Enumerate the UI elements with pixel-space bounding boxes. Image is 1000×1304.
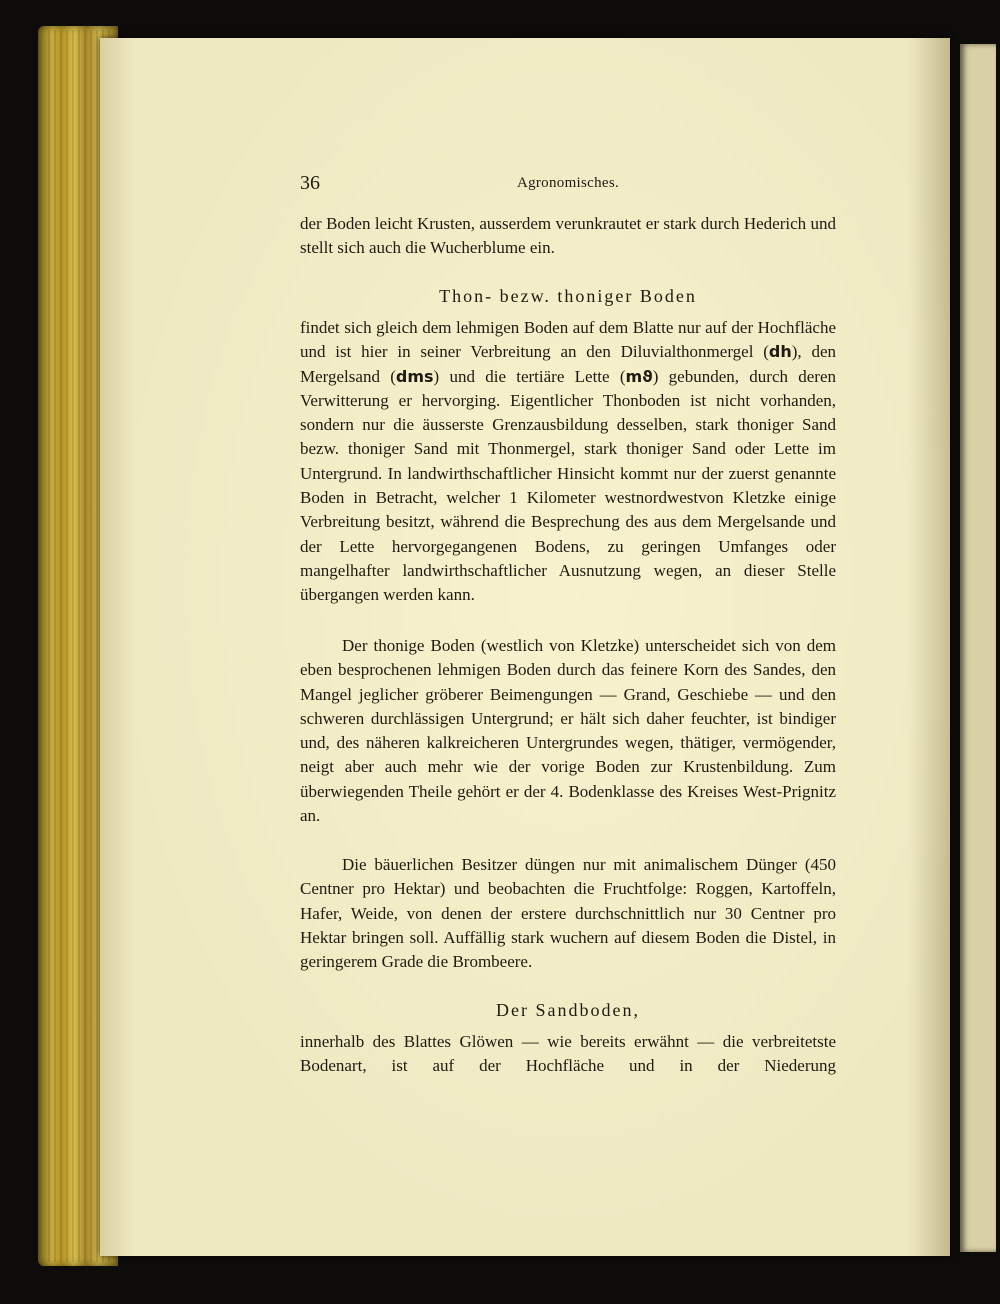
section-heading-sandy-soil: Der Sandboden, [496,1000,640,1020]
page-header [300,172,836,202]
section-heading-clay-soil: Thon- bezw. thoniger Boden [439,286,697,306]
map-symbol-dh: dh [768,342,792,362]
map-symbol-mth: mϑ [625,366,653,386]
paragraph-clay-soil-distribution [300,316,836,608]
paragraph-text: ) gebunden, durch deren Verwitterung er hervorging. Eigentlicher Thonboden ist nicht vorhanden, sondern nur die äusserste Grenzausbildung desselben, stark thoniger Sand bezw. thoniger Sand mit Thonmergel, stark thoniger Sand oder Lette im Untergrund. In landwirthschaftlicher Hinsicht kommt nur der zuerst genannte Boden in Betracht, welcher 1 Kilometer westnordwestvon Kletzke einige Verbreitung besitzt, während die Besprechung des aus dem Mergelsande und der Lette hervorgegangenen Bodens, zu geringen Umfanges oder mangelhafter landwirthschaftlicher Ausnutzung wegen, an dieser Stelle übergangen werden kann. [300,366,837,605]
paragraph-text: findet sich gleich dem lehmigen Boden auf dem Blatte nur auf der Hochfläche und ist hier in seiner Verbreitung an den Diluvialthonmergel ( [300,318,836,362]
map-symbol-dms: dms [395,366,434,386]
paragraph-text: ) und die tertiäre Lette ( [433,366,626,386]
facing-page-edge [960,44,996,1252]
paragraph-clay-soil-properties: Der thonige Boden (westlich von Kletzke) unterscheidet sich von dem eben besprochenen lehmigen Boden durch das feinere Korn des Sandes, den Mangel jeglicher gröberer Beimengungen — Grand, Geschiebe — und den schweren durchlässigen Untergrund; er hält sich daher feuchter, ist bindiger und, des näheren kalkreicheren Untergrundes wegen, thätiger, vermögender, neigt aber auch mehr wie der vorige Boden zur Krustenbildung. Zum überwiegenden Theile gehört er der 4. Bodenklasse des Kreises West-Prignitz an. [300,636,836,826]
page-number: 36 [300,172,320,194]
running-title: Agronomisches. [516,175,620,191]
intro-paragraph: der Boden leicht Krusten, ausserdem verunkrautet er stark durch Hederich und stellt sich auch die Wucherblume ein. [300,214,836,258]
paragraph-sandy-soil: innerhalb des Blattes Glöwen — wie bereits erwähnt — die verbreitetste Bodenart, ist auf der Hochfläche und in der Niederung [300,1032,836,1076]
paragraph-text: ), den Mergelsand ( [300,342,836,386]
paragraph-fertilization: Die bäuerlichen Besitzer düngen nur mit animalischem Dünger (450 Centner pro Hektar) und beobachten die Fruchtfolge: Roggen, Kartoffeln, Hafer, Weide, von denen der erstere durchschnittlich nur 30 Centner pro Hektar bringen soll. Auffällig stark wuchern auf diesem Boden die Distel, in geringerem Grade die Brombeere. [300,855,836,972]
